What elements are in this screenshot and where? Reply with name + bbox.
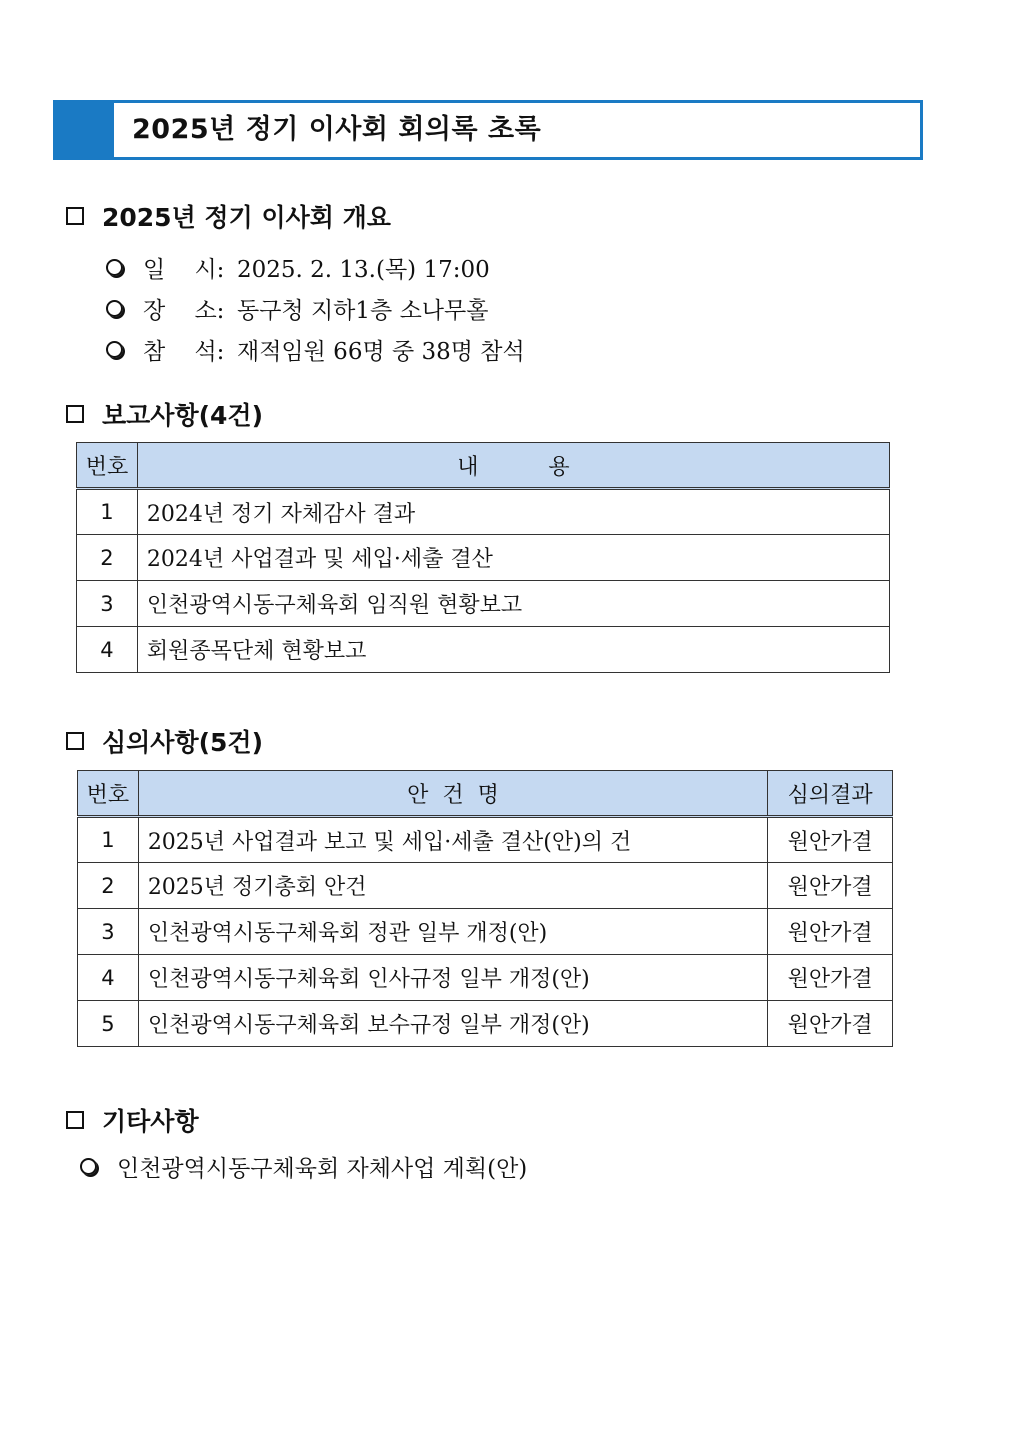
- circle-bullet-icon: [106, 341, 123, 358]
- row-content: 2024년 정기 자체감사 결과: [137, 489, 889, 535]
- row-number: 2: [78, 863, 139, 909]
- row-number: 4: [77, 627, 138, 673]
- title-banner: [53, 100, 923, 160]
- deliberations-heading-text: 심의사항(5건): [102, 728, 263, 757]
- row-result: 원안가결: [768, 909, 893, 955]
- row-number: 1: [77, 489, 138, 535]
- table-row: [78, 909, 893, 955]
- document-title: 2025년 정기 이사회 회의록 초록: [132, 114, 542, 145]
- circle-bullet-icon: [80, 1158, 97, 1175]
- row-number: 3: [78, 909, 139, 955]
- table-row: [78, 817, 893, 863]
- overview-heading-text: 2025년 정기 이사회 개요: [102, 203, 391, 232]
- row-result: 원안가결: [768, 1001, 893, 1047]
- overview-label: 장 소:: [143, 298, 225, 324]
- overview-value: 동구청 지하1층 소나무홀: [237, 298, 489, 324]
- row-content: 인천광역시동구체육회 임직원 현황보고: [137, 581, 889, 627]
- reports-heading: [66, 396, 263, 432]
- overview-label: 일 시:: [143, 257, 225, 283]
- table-row: [77, 627, 890, 673]
- header-result: 심의결과: [768, 771, 893, 817]
- header-agenda: 안 건 명: [138, 771, 767, 817]
- table-header-row: [78, 771, 893, 817]
- row-number: 3: [77, 581, 138, 627]
- row-result: 원안가결: [768, 863, 893, 909]
- table-row: [78, 1001, 893, 1047]
- row-content: 인천광역시동구체육회 정관 일부 개정(안): [138, 909, 767, 955]
- overview-item-date: [106, 251, 490, 284]
- other-item: [80, 1150, 527, 1183]
- overview-label: 참 석:: [143, 339, 225, 365]
- row-result: 원안가결: [768, 955, 893, 1001]
- table-row: [78, 955, 893, 1001]
- row-number: 2: [77, 535, 138, 581]
- table-row: [78, 863, 893, 909]
- row-content: 2025년 정기총회 안건: [138, 863, 767, 909]
- row-content: 2024년 사업결과 및 세입·세출 결산: [137, 535, 889, 581]
- circle-bullet-icon: [106, 259, 123, 276]
- row-number: 4: [78, 955, 139, 1001]
- table-row: [77, 489, 890, 535]
- checkbox-icon: [66, 732, 84, 750]
- row-number: 1: [78, 817, 139, 863]
- row-number: 5: [78, 1001, 139, 1047]
- row-content: 인천광역시동구체육회 인사규정 일부 개정(안): [138, 955, 767, 1001]
- checkbox-icon: [66, 405, 84, 423]
- header-content: 내 용: [137, 443, 889, 489]
- header-number: 번호: [78, 771, 139, 817]
- table-row: [77, 535, 890, 581]
- deliberations-table: [77, 770, 893, 1047]
- other-heading-text: 기타사항: [102, 1107, 199, 1136]
- reports-table: [76, 442, 890, 673]
- header-number: 번호: [77, 443, 138, 489]
- row-content: 2025년 사업결과 보고 및 세입·세출 결산(안)의 건: [138, 817, 767, 863]
- overview-heading: [66, 198, 391, 234]
- table-header-row: [77, 443, 890, 489]
- checkbox-icon: [66, 1111, 84, 1129]
- other-heading: [66, 1102, 199, 1138]
- table-row: [77, 581, 890, 627]
- title-accent-bar: [56, 103, 114, 157]
- row-content: 회원종목단체 현황보고: [137, 627, 889, 673]
- other-item-text: 인천광역시동구체육회 자체사업 계획(안): [117, 1156, 528, 1182]
- reports-heading-text: 보고사항(4건): [102, 401, 263, 430]
- overview-item-place: [106, 292, 488, 325]
- overview-item-attendance: [106, 333, 525, 366]
- checkbox-icon: [66, 207, 84, 225]
- row-result: 원안가결: [768, 817, 893, 863]
- overview-value: 2025. 2. 13.(목) 17:00: [237, 257, 490, 283]
- row-content: 인천광역시동구체육회 보수규정 일부 개정(안): [138, 1001, 767, 1047]
- circle-bullet-icon: [106, 300, 123, 317]
- deliberations-heading: [66, 723, 263, 759]
- overview-value: 재적임원 66명 중 38명 참석: [237, 339, 525, 365]
